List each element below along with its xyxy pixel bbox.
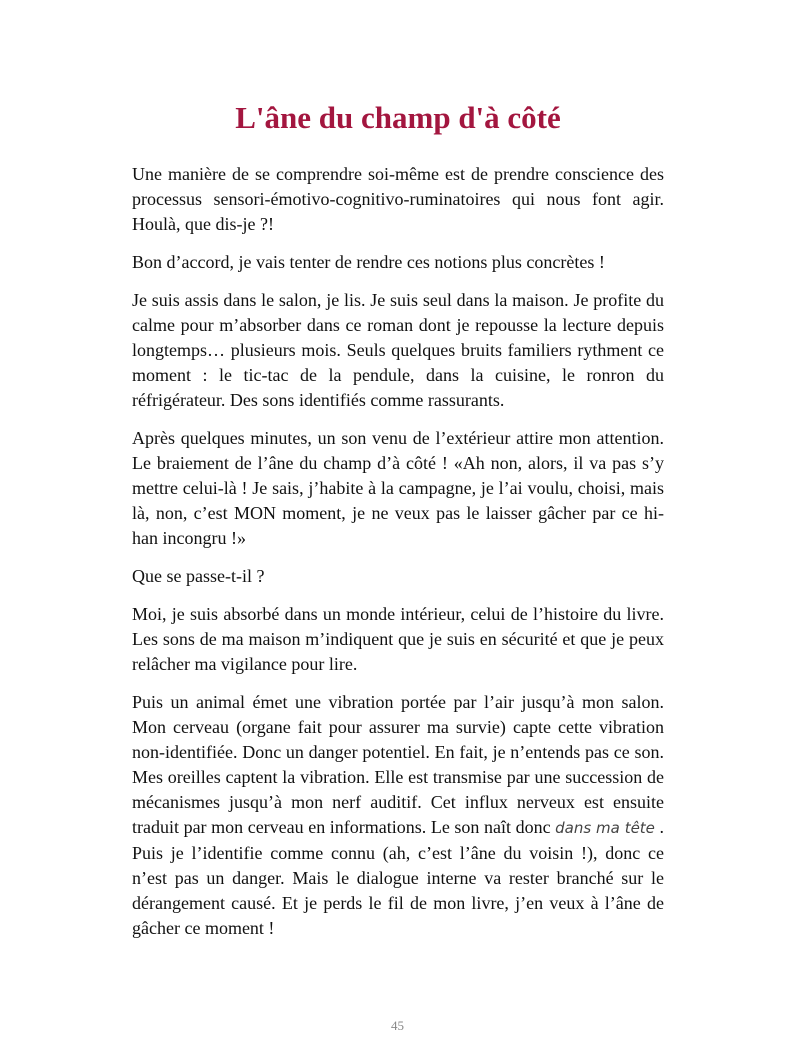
paragraph: Que se passe-t-il ?: [132, 566, 265, 586]
paragraph: [132, 690, 664, 941]
paragraph: Après quelques minutes, un son venu de l’extérieur attire mon attention. Le braiement de l’âne du champ d’à côté ! «Ah non, alors, il va pas s’y mettre celui-là ! Je sais, j’habite à la campagne, je l’ai voulu, choisi, mais là, non, c’est MON moment, je ne veux pas le laisser gâcher par ce hi-han incongru !»: [132, 428, 664, 548]
page-content: [132, 96, 664, 954]
emphasis-text: dans ma tête: [555, 819, 655, 837]
chapter-title: L'âne du champ d'à côté: [235, 100, 561, 135]
paragraph: Bon d’accord, je vais tenter de rendre ces notions plus concrètes !: [132, 252, 605, 272]
paragraph: Je suis assis dans le salon, je lis. Je suis seul dans la maison. Je profite du calme pour m’absorber dans ce roman dont je repousse la lecture depuis longtemps… plusieurs mois. Seuls quelques bruits familiers rythment ce moment : le tic-tac de la pendule, dans la cuisine, le ronron du réfrigérateur. Des sons identifiés comme rassurants.: [132, 290, 664, 410]
page-number: 45: [391, 1018, 404, 1033]
paragraph-text: Puis un animal émet une vibration portée par l’air jusqu’à mon salon. Mon cerveau (organe fait pour assurer ma survie) capte cette vibration non-identifiée. Donc un danger potentiel. En fait, je n’entends pas ce son. Mes oreilles captent la vibration. Elle est transmise par une succession de mécanismes jusqu’à mon nerf auditif. Cet influx nerveux est ensuite traduit par mon cerveau en informations. Le son naît donc: [132, 692, 664, 837]
paragraph-text: . Puis je l’identifie comme connu (ah, c’est l’âne du voisin !), donc ce n’est pas un danger. Mais le dialogue interne va rester branché sur le dérangement causé. Et je perds le fil de mon livre, j’en veux à l’âne de gâcher ce moment !: [132, 817, 664, 938]
paragraph: Une manière de se comprendre soi-même est de prendre conscience des processus sensori-émotivo-cognitivo-ruminatoires qui nous font agir. Houlà, que dis-je ?!: [132, 164, 664, 234]
paragraph: Moi, je suis absorbé dans un monde intérieur, celui de l’histoire du livre. Les sons de ma maison m’indiquent que je suis en sécurité et que je peux relâcher ma vigilance pour lire.: [132, 604, 664, 674]
